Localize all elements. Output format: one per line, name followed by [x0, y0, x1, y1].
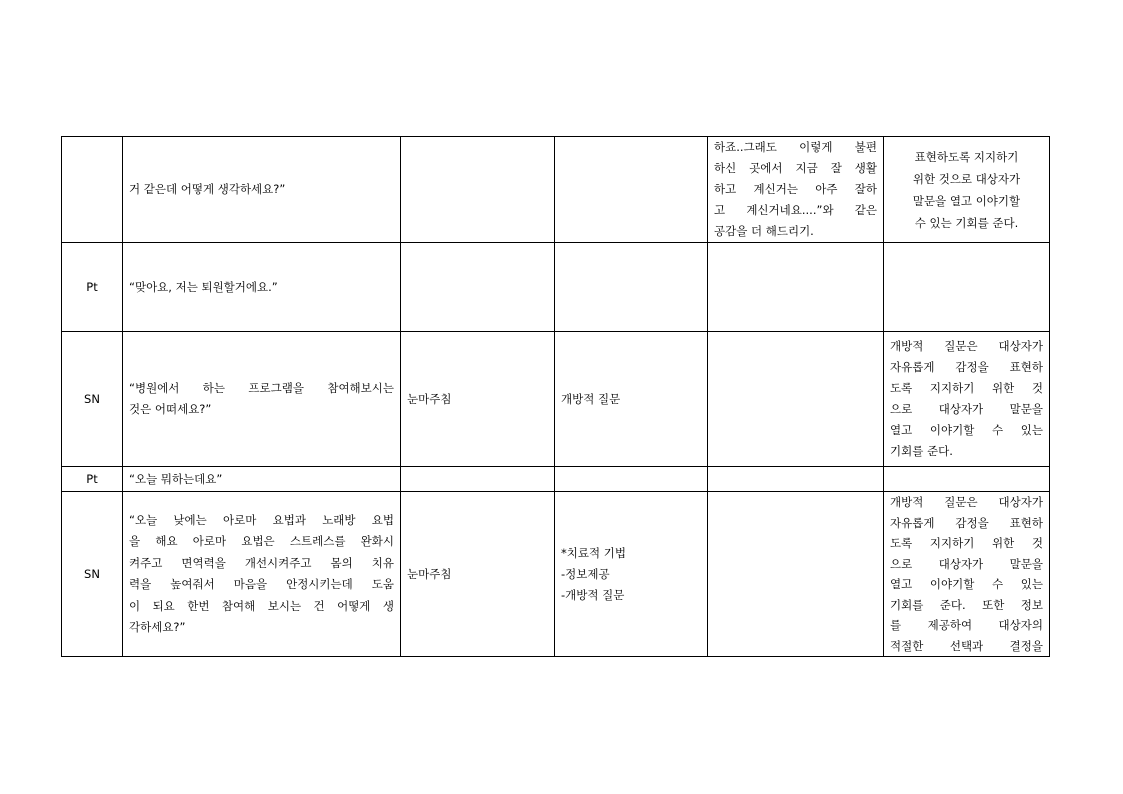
utterance-cell [123, 492, 401, 657]
rationale-line: 자유롭게 감정을 표현하 [890, 360, 1043, 374]
rationale-line: 도록 지지하기 위한 것 [890, 536, 1043, 550]
table-row [62, 332, 1050, 467]
speaker-cell [62, 467, 123, 492]
utterance-line: 력을 높여줘서 마음을 안정시키는데 도움 [129, 577, 394, 591]
table-row [62, 492, 1050, 657]
technique-line: -개방적 질문 [561, 587, 625, 602]
utterance-cell [123, 332, 401, 467]
technique-cell [555, 492, 708, 657]
rationale-cell [884, 137, 1050, 243]
rationale-line: 으로 대상자가 말문을 [890, 402, 1043, 416]
alternative-cell [708, 243, 884, 332]
rationale-line: 열고 이야기할 수 있는 [890, 423, 1043, 437]
alternative-line: 공감을 더 해드리기. [714, 224, 814, 238]
speaker-cell [62, 243, 123, 332]
rationale-line: 도록 지지하기 위한 것 [890, 381, 1043, 395]
rationale-line: 말문을 열고 이야기할 [912, 193, 1021, 208]
utterance-line: 을 해요 아로마 요법은 스트레스를 완화시 [129, 534, 394, 548]
rationale-cell [884, 332, 1050, 467]
alternative-line: 고 계신거네요....”와 같은 [714, 203, 877, 217]
alternative-line: 하죠..그래도 이렇게 불편 [714, 140, 877, 154]
speaker-label: SN [84, 566, 100, 581]
alternative-cell [708, 467, 884, 492]
utterance-line: 이 되요 한번 참여해 보시는 건 어떻게 생 [129, 598, 394, 613]
nonverbal-label: 눈마주침 [407, 566, 452, 581]
utterance-cell [123, 467, 401, 492]
nonverbal-cell [401, 243, 555, 332]
technique-cell [555, 243, 708, 332]
utterance-line: 각하세요?” [129, 620, 186, 634]
alternative-cell [708, 137, 884, 243]
speaker-label: Pt [86, 471, 98, 486]
table-row [62, 467, 1050, 492]
rationale-line: 위한 것으로 대상자가 [912, 171, 1021, 186]
rationale-cell [884, 467, 1050, 492]
rationale-line: 표현하도록 지지하기 [914, 149, 1019, 164]
utterance-line: 켜주고 면역력을 개선시켜주고 몸의 치유 [129, 555, 394, 570]
rationale-cell [884, 492, 1050, 657]
technique-line: 개방적 질문 [561, 391, 621, 406]
table-row [62, 243, 1050, 332]
technique-cell [555, 332, 708, 467]
nonverbal-cell [401, 467, 555, 492]
technique-line: *치료적 기법 [561, 545, 626, 560]
speaker-cell [62, 332, 123, 467]
utterance-cell [123, 137, 401, 243]
rationale-line: 열고 이야기할 수 있는 [890, 577, 1043, 591]
speaker-label: Pt [86, 279, 98, 294]
rationale-line: 수 있는 기회를 준다. [914, 215, 1019, 230]
rationale-line: 개방적 질문은 대상자가 [890, 495, 1043, 509]
speaker-label: SN [84, 391, 100, 406]
alternative-line: 하신 곳에서 지금 잘 생활 [714, 161, 877, 175]
nursing-communication-table [61, 136, 1050, 657]
speaker-cell [62, 137, 123, 243]
rationale-line: 적절한 선택과 결정을 [890, 638, 1043, 653]
rationale-line: 기회를 준다. 또한 정보 [890, 597, 1043, 612]
utterance-line: “병원에서 하는 프로그램을 참여해보시는 [129, 381, 394, 395]
utterance-line: 거 같은데 어떻게 생각하세요?” [129, 182, 286, 196]
rationale-line: 으로 대상자가 말문을 [890, 556, 1043, 571]
utterance-line: “오늘 뭐하는데요” [129, 471, 223, 486]
rationale-line: 를 제공하여 대상자의 [890, 618, 1043, 632]
utterance-line: “맞아요, 저는 퇴원할거에요.” [129, 279, 278, 294]
alternative-cell [708, 492, 884, 657]
nonverbal-cell [401, 492, 555, 657]
nonverbal-cell [401, 332, 555, 467]
speaker-cell [62, 492, 123, 657]
technique-line: -정보제공 [561, 566, 610, 581]
technique-cell [555, 137, 708, 243]
alternative-line: 하고 계신거는 아주 잘하 [714, 182, 877, 196]
utterance-cell [123, 243, 401, 332]
alternative-cell [708, 332, 884, 467]
rationale-line: 개방적 질문은 대상자가 [890, 339, 1043, 353]
utterance-line: 것은 어떠세요?” [129, 402, 212, 416]
utterance-line: “오늘 낮에는 아로마 요법과 노래방 요법 [129, 512, 394, 527]
nonverbal-label: 눈마주침 [407, 391, 452, 406]
technique-cell [555, 467, 708, 492]
rationale-line: 기회를 준다. [890, 444, 953, 458]
nonverbal-cell [401, 137, 555, 243]
table-row [62, 137, 1050, 243]
rationale-cell [884, 243, 1050, 332]
rationale-line: 자유롭게 감정을 표현하 [890, 515, 1043, 530]
